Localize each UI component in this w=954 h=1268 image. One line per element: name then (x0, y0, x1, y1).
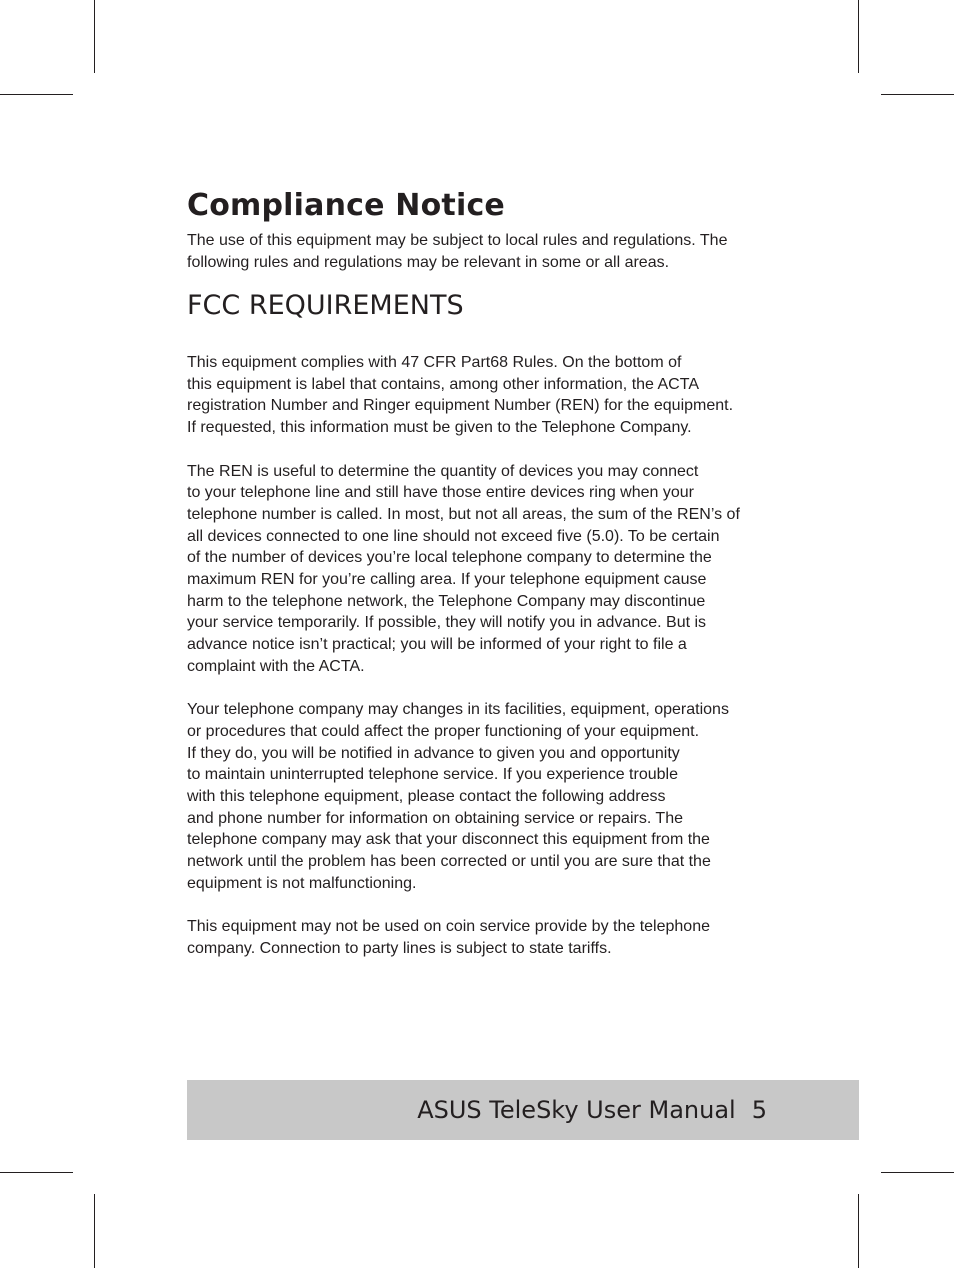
text-line: this equipment is label that contains, among other information, the ACTA (187, 375, 699, 393)
text-line: registration Number and Ringer equipment Number (REN) for the equipment. (187, 397, 734, 415)
text-line: If they do, you will be notified in advance to given you and opportunity (187, 744, 680, 762)
text-line: complaint with the ACTA. (187, 657, 365, 675)
text-line: harm to the telephone network, the Telephone Company may discontinue (187, 592, 706, 610)
crop-mark-bottom-right-horizontal (881, 1172, 954, 1173)
text-line: This equipment may not be used on coin service provide by the telephone (187, 918, 710, 936)
intro-paragraph (187, 230, 787, 274)
intro-line: The use of this equipment may be subject to local rules and regulations. The (187, 232, 728, 249)
text-line: equipment is not malfunctioning. (187, 874, 417, 892)
text-line: advance notice isn’t practical; you will be informed of your right to file a (187, 636, 687, 654)
footer-text (417, 1095, 767, 1125)
paragraph-label-info (187, 352, 787, 439)
crop-mark-bottom-right-vertical (858, 1194, 859, 1268)
crop-mark-top-left-vertical (94, 0, 95, 73)
text-line: all devices connected to one line should not exceed five (5.0). To be certain (187, 527, 720, 545)
intro-line: following rules and regulations may be relevant in some or all areas. (187, 254, 670, 271)
text-line: with this telephone equipment, please contact the following address (187, 788, 666, 806)
crop-mark-bottom-left-horizontal (0, 1172, 73, 1173)
crop-mark-top-right-horizontal (881, 94, 954, 95)
text-line: network until the problem has been corrected or until you are sure that the (187, 853, 711, 871)
text-line: your service temporarily. If possible, they will notify you in advance. But is (187, 614, 707, 632)
text-line: telephone company may ask that your disconnect this equipment from the (187, 831, 710, 849)
section-heading: FCC REQUIREMENTS (187, 290, 464, 321)
text-line: telephone number is called. In most, but not all areas, the sum of the REN’s of (187, 505, 740, 523)
paragraph-coin-service (187, 916, 787, 959)
text-line: to maintain uninterrupted telephone service. If you experience trouble (187, 766, 678, 784)
text-line: Your telephone company may changes in its facilities, equipment, operations (187, 701, 729, 719)
manual-title: ASUS TeleSky User Manual (417, 1096, 736, 1124)
text-line: to your telephone line and still have those entire devices ring when your (187, 484, 694, 502)
text-line: or procedures that could affect the proper functioning of your equipment. (187, 722, 700, 740)
crop-mark-top-right-vertical (858, 0, 859, 73)
text-line: If requested, this information must be given to the Telephone Company. (187, 419, 692, 437)
text-line: This equipment complies with 47 CFR Part68 Rules. On the bottom of (187, 354, 682, 371)
paragraph-service-changes (187, 699, 787, 894)
text-line: company. Connection to party lines is subject to state tariffs. (187, 939, 612, 957)
text-line: maximum REN for you’re calling area. If your telephone equipment cause (187, 571, 707, 589)
text-line: and phone number for information on obtaining service or repairs. The (187, 809, 683, 827)
page-footer (187, 1080, 859, 1140)
page-title: Compliance Notice (187, 188, 505, 223)
crop-mark-bottom-left-vertical (94, 1194, 95, 1268)
paragraph-ren-info (187, 461, 787, 678)
page-content (187, 186, 787, 981)
text-line: The REN is useful to determine the quantity of devices you may connect (187, 462, 699, 480)
text-line: of the number of devices you’re local telephone company to determine the (187, 549, 712, 567)
page-number: 5 (751, 1096, 767, 1124)
body-text (187, 352, 787, 960)
crop-mark-top-left-horizontal (0, 94, 73, 95)
